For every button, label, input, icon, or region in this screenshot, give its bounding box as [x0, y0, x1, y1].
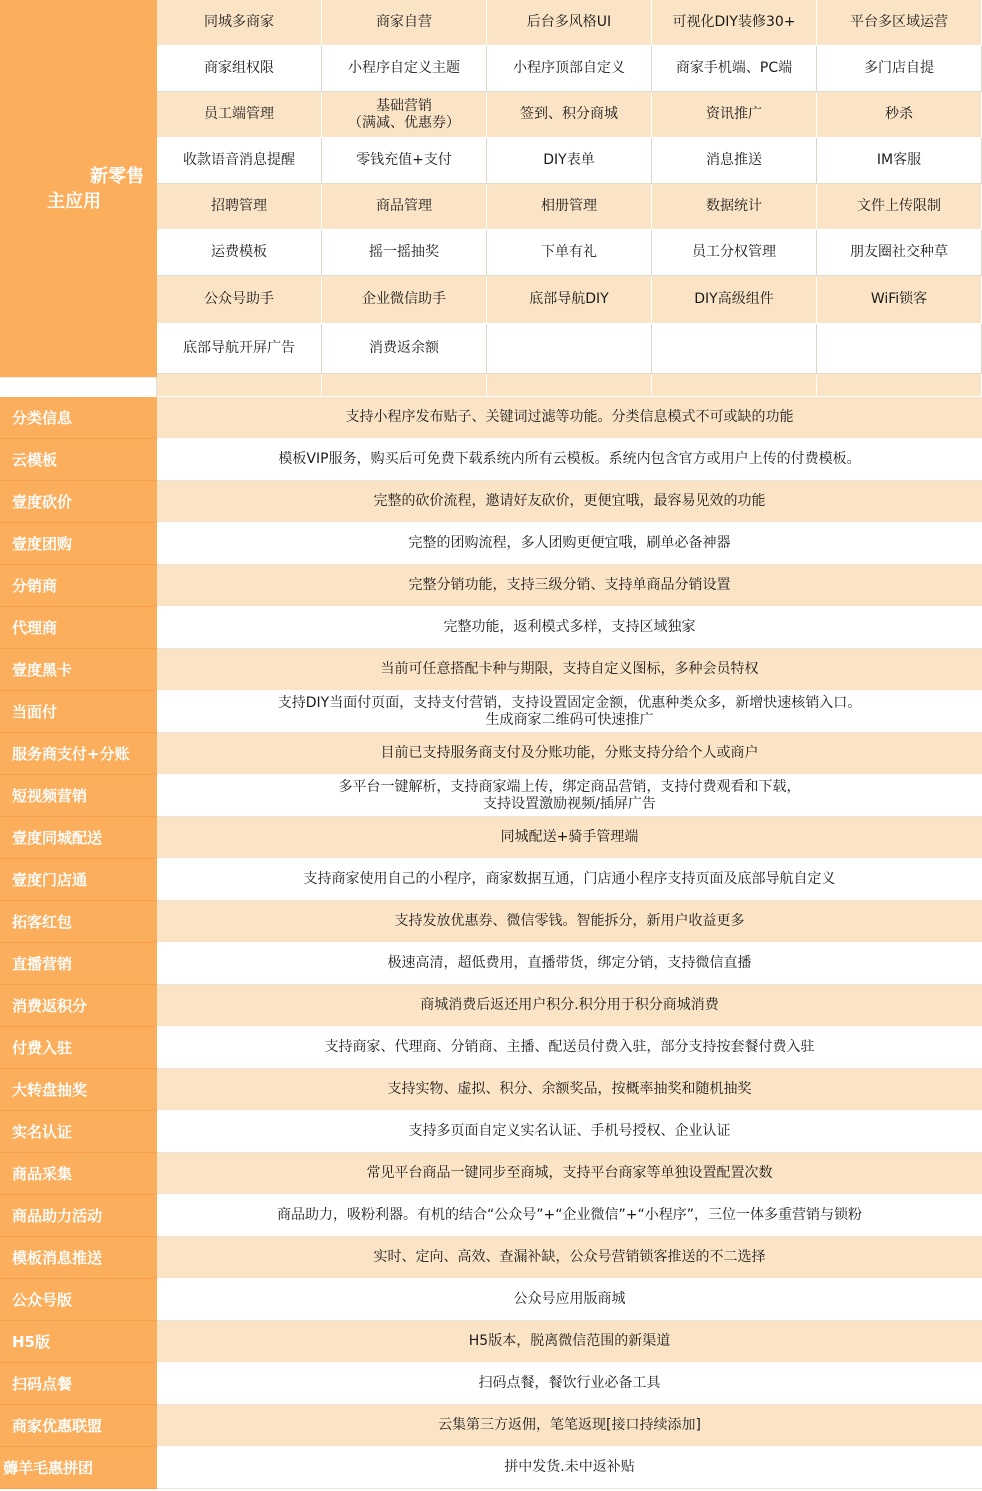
main-app-label-spacer — [0, 377, 157, 397]
feature-cell: 招聘管理 — [157, 184, 322, 230]
feature-cell: 可视化DIY装修30+ — [652, 0, 817, 46]
module-row — [0, 1363, 982, 1405]
module-name: 实名认证 — [0, 1111, 157, 1153]
module-row — [0, 1447, 982, 1489]
feature-cell: 底部导航开屏广告 — [157, 324, 322, 374]
feature-cell: 商家自营 — [322, 0, 487, 46]
feature-cell: 商家组权限 — [157, 46, 322, 92]
feature-cell: IM客服 — [817, 138, 982, 184]
feature-cell — [487, 374, 652, 397]
module-name: 直播营销 — [0, 943, 157, 985]
module-description: 实时、定向、高效、查漏补缺，公众号营销锁客推送的不二选择 — [157, 1237, 982, 1279]
module-name: 壹度门店通 — [0, 859, 157, 901]
module-row — [0, 1237, 982, 1279]
module-description: 云集第三方返佣，笔笔返现[接口持续添加] — [157, 1405, 982, 1447]
module-description: 模板VIP服务，购买后可免费下载系统内所有云模板。系统内包含官方或用户上传的付费模板。 — [157, 439, 982, 481]
module-description: 商城消费后返还用户积分.积分用于积分商城消费 — [157, 985, 982, 1027]
module-name: 短视频营销 — [0, 775, 157, 817]
feature-cell: 员工端管理 — [157, 92, 322, 138]
module-row — [0, 943, 982, 985]
main-app-label-line1: 新零售 — [90, 166, 144, 187]
module-name: H5版 — [0, 1321, 157, 1363]
module-row — [0, 733, 982, 775]
module-row — [0, 607, 982, 649]
module-description: 常见平台商品一键同步至商城，支持平台商家等单独设置配置次数 — [157, 1153, 982, 1195]
module-name: 商品助力活动 — [0, 1195, 157, 1237]
module-name: 拓客红包 — [0, 901, 157, 943]
module-description: 极速高清，超低费用，直播带货，绑定分销，支持微信直播 — [157, 943, 982, 985]
module-name: 薅羊毛惠拼团 — [0, 1447, 157, 1489]
feature-cell: 企业微信助手 — [322, 276, 487, 324]
module-description: 支持实物、虚拟、积分、余额奖品，按概率抽奖和随机抽奖 — [157, 1069, 982, 1111]
module-name: 商品采集 — [0, 1153, 157, 1195]
module-list — [0, 397, 982, 1491]
module-row — [0, 985, 982, 1027]
module-description: 支持商家、代理商、分销商、主播、配送员付费入驻，部分支持按套餐付费入驻 — [157, 1027, 982, 1069]
feature-cell — [652, 324, 817, 374]
module-row — [0, 523, 982, 565]
feature-cell: 小程序顶部自定义 — [487, 46, 652, 92]
module-row — [0, 397, 982, 439]
module-name: 云模板 — [0, 439, 157, 481]
module-description: 同城配送+骑手管理端 — [157, 817, 982, 859]
module-row — [0, 775, 982, 817]
module-name: 模板消息推送 — [0, 1237, 157, 1279]
module-description: 拼中发货.未中返补贴 — [157, 1447, 982, 1489]
module-description: 完整的砍价流程，邀请好友砍价，更便宜哦，最容易见效的功能 — [157, 481, 982, 523]
feature-cell: 零钱充值+支付 — [322, 138, 487, 184]
module-row — [0, 1279, 982, 1321]
module-name: 分类信息 — [0, 397, 157, 439]
feature-cell — [487, 324, 652, 374]
module-name: 公众号版 — [0, 1279, 157, 1321]
module-description: 目前已支持服务商支付及分账功能，分账支持分给个人或商户 — [157, 733, 982, 775]
module-description: 支持发放优惠券、微信零钱。智能拆分，新用户收益更多 — [157, 901, 982, 943]
module-name: 服务商支付+分账 — [0, 733, 157, 775]
module-name: 消费返积分 — [0, 985, 157, 1027]
feature-cell: 运费模板 — [157, 230, 322, 276]
module-description: 完整分销功能，支持三级分销、支持单商品分销设置 — [157, 565, 982, 607]
module-description: 商品助力，吸粉利器。有机的结合“公众号”+“企业微信”+“小程序”，三位一体多重营销与锁粉 — [157, 1195, 982, 1237]
module-name: 代理商 — [0, 607, 157, 649]
feature-cell: 平台多区域运营 — [817, 0, 982, 46]
main-app-section — [0, 0, 982, 397]
feature-cell — [157, 374, 322, 397]
feature-cell: DIY表单 — [487, 138, 652, 184]
feature-cell: 相册管理 — [487, 184, 652, 230]
feature-cell: 文件上传限制 — [817, 184, 982, 230]
module-name: 壹度黑卡 — [0, 649, 157, 691]
module-row — [0, 1321, 982, 1363]
module-name: 壹度团购 — [0, 523, 157, 565]
module-name: 壹度砍价 — [0, 481, 157, 523]
module-description: 支持多页面自定义实名认证、手机号授权、企业认证 — [157, 1111, 982, 1153]
module-name: 壹度同城配送 — [0, 817, 157, 859]
module-row — [0, 481, 982, 523]
feature-cell: 底部导航DIY — [487, 276, 652, 324]
feature-cell — [322, 374, 487, 397]
feature-cell: 后台多风格UI — [487, 0, 652, 46]
feature-cell — [652, 374, 817, 397]
feature-cell — [817, 374, 982, 397]
feature-cell: 同城多商家 — [157, 0, 322, 46]
feature-cell: 消费返余额 — [322, 324, 487, 374]
feature-cell: 摇一摇抽奖 — [322, 230, 487, 276]
module-description: 公众号应用版商城 — [157, 1279, 982, 1321]
feature-cell: 资讯推广 — [652, 92, 817, 138]
feature-cell: 消息推送 — [652, 138, 817, 184]
module-description: 支持小程序发布贴子、关键词过滤等功能。分类信息模式不可或缺的功能 — [157, 397, 982, 439]
module-description: 完整的团购流程，多人团购更便宜哦，刷单必备神器 — [157, 523, 982, 565]
module-row — [0, 859, 982, 901]
feature-cell: 公众号助手 — [157, 276, 322, 324]
module-description: 支持商家使用自己的小程序，商家数据互通，门店通小程序支持页面及底部导航自定义 — [157, 859, 982, 901]
module-row — [0, 1153, 982, 1195]
module-description: 当前可任意搭配卡种与期限，支持自定义图标，多种会员特权 — [157, 649, 982, 691]
feature-cell: 签到、积分商城 — [487, 92, 652, 138]
feature-cell: 小程序自定义主题 — [322, 46, 487, 92]
feature-cell: 员工分权管理 — [652, 230, 817, 276]
main-app-label-line2: 主应用 — [47, 191, 101, 212]
module-row — [0, 1069, 982, 1111]
module-name: 分销商 — [0, 565, 157, 607]
module-row — [0, 901, 982, 943]
feature-cell: WiFi锁客 — [817, 276, 982, 324]
module-name: 付费入驻 — [0, 1027, 157, 1069]
feature-cell: 收款语音消息提醒 — [157, 138, 322, 184]
feature-cell: 数据统计 — [652, 184, 817, 230]
feature-cell: 基础营销 （满减、优惠券） — [322, 92, 487, 138]
module-description: 多平台一键解析，支持商家端上传，绑定商品营销，支持付费观看和下载， 支持设置激励视频/插屏广告 — [157, 775, 982, 817]
main-app-label — [0, 0, 157, 377]
feature-cell: 商家手机端、PC端 — [652, 46, 817, 92]
module-name: 商家优惠联盟 — [0, 1405, 157, 1447]
module-row — [0, 565, 982, 607]
module-name: 当面付 — [0, 691, 157, 733]
module-row — [0, 817, 982, 859]
module-row — [0, 691, 982, 733]
module-description: 完整功能，返利模式多样，支持区域独家 — [157, 607, 982, 649]
module-row — [0, 1405, 982, 1447]
feature-cell: 多门店自提 — [817, 46, 982, 92]
module-row — [0, 1027, 982, 1069]
feature-cell: DIY高级组件 — [652, 276, 817, 324]
feature-cell: 秒杀 — [817, 92, 982, 138]
module-row — [0, 1111, 982, 1153]
module-description: 支持DIY当面付页面，支持支付营销，支持设置固定金额，优惠种类众多，新增快速核销入口。 生成商家二维码可快速推广 — [157, 691, 982, 733]
module-row — [0, 1195, 982, 1237]
module-name: 扫码点餐 — [0, 1363, 157, 1405]
module-row — [0, 439, 982, 481]
feature-cell: 下单有礼 — [487, 230, 652, 276]
module-description: H5版本，脱离微信范围的新渠道 — [157, 1321, 982, 1363]
main-app-feature-grid — [157, 0, 982, 397]
module-row — [0, 649, 982, 691]
module-description: 扫码点餐，餐饮行业必备工具 — [157, 1363, 982, 1405]
feature-cell: 朋友圈社交种草 — [817, 230, 982, 276]
feature-cell: 商品管理 — [322, 184, 487, 230]
feature-cell — [817, 324, 982, 374]
module-name: 大转盘抽奖 — [0, 1069, 157, 1111]
